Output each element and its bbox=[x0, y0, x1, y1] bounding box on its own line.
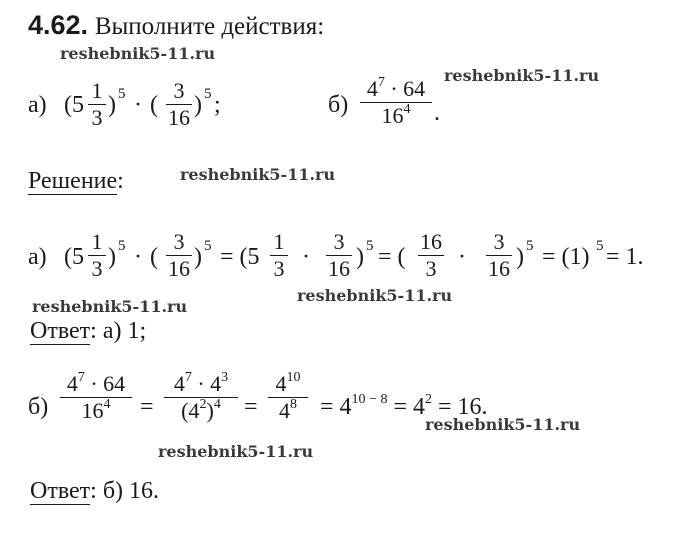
task-b-label: б) bbox=[328, 92, 349, 118]
fraction: $4^7 \cdot 4^3$ $(4^2)^4$ bbox=[164, 373, 238, 422]
fraction: $4^7 \cdot 64$ $16^4$ bbox=[360, 78, 432, 127]
watermark: reshebnik5-11.ru bbox=[444, 66, 600, 85]
fraction: 16 3 bbox=[420, 229, 442, 281]
watermark: reshebnik5-11.ru bbox=[425, 415, 581, 434]
watermark: reshebnik5-11.ru bbox=[60, 44, 216, 63]
problem-header bbox=[28, 10, 324, 41]
watermark: reshebnik5-11.ru bbox=[297, 286, 453, 305]
fraction: 1 3 bbox=[88, 80, 106, 129]
result-chain: = $4^{10 - 8} = 4^2 = 16$. bbox=[320, 392, 488, 420]
fraction: 3 16 bbox=[328, 229, 350, 281]
task-a-open: (5 bbox=[64, 92, 84, 118]
answer-b: Ответ: б) 16. bbox=[30, 478, 160, 504]
watermark: reshebnik5-11.ru bbox=[180, 165, 336, 184]
watermark: reshebnik5-11.ru bbox=[32, 297, 188, 316]
problem-title: Выполните действия: bbox=[94, 13, 325, 40]
answer-a: Ответ: а) 1; bbox=[30, 318, 147, 344]
fraction: 3 16 bbox=[168, 229, 190, 281]
fraction: $4^{10}$ $4^8$ bbox=[268, 373, 308, 422]
fraction: 1 3 bbox=[88, 231, 106, 280]
task-a-label: а) bbox=[28, 92, 47, 118]
fraction: 3 16 bbox=[168, 78, 190, 130]
fraction: $4^7 \cdot 64$ $16^4$ bbox=[60, 373, 132, 422]
fraction: 3 16 bbox=[488, 229, 510, 281]
watermark: reshebnik5-11.ru bbox=[158, 442, 314, 461]
solution-heading: Решение: bbox=[28, 168, 124, 194]
fraction: 1 3 bbox=[270, 231, 288, 280]
problem-number: 4.62. bbox=[28, 10, 89, 40]
